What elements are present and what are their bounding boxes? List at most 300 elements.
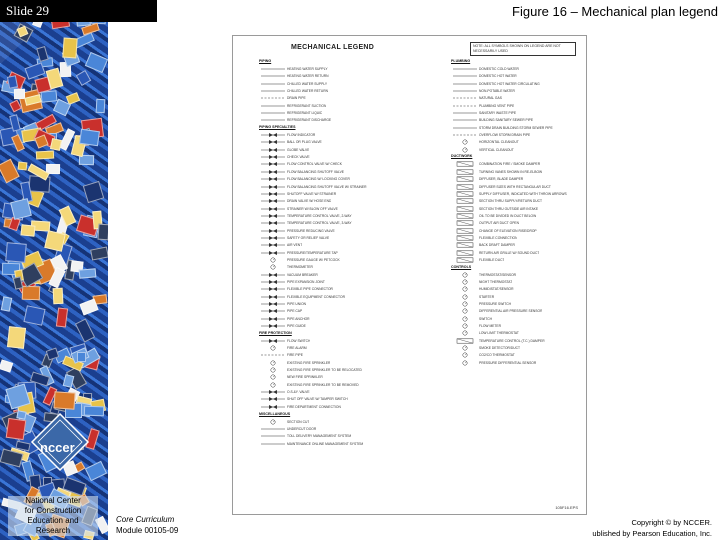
duct-symbol-icon <box>451 184 479 190</box>
valve-symbol-icon <box>259 213 287 219</box>
legend-row <box>451 330 581 337</box>
org-line: National Center <box>25 496 81 505</box>
duct-symbol-icon <box>451 228 479 234</box>
valve-symbol-icon <box>259 220 287 226</box>
mosaic-tile <box>53 288 64 305</box>
legend-label: NON-POTABLE WATER <box>479 89 515 94</box>
legend-row <box>451 73 581 80</box>
legend-label: AIR VENT <box>287 243 303 248</box>
legend-label: EXISTING FIRE SPRINKLER TO BE RELOCATED <box>287 368 362 373</box>
legend-row <box>451 212 581 219</box>
legend-row <box>259 337 409 344</box>
mosaic-tile <box>76 70 92 86</box>
valve-symbol-icon <box>259 396 287 402</box>
legend-row <box>259 440 409 447</box>
gauge-symbol-icon <box>451 294 479 300</box>
legend-label: DOMESTIC COLD WATER <box>479 67 519 72</box>
legend-label: PLUMBING VENT PIPE <box>479 103 515 108</box>
valve-symbol-icon <box>259 147 287 153</box>
legend-label: VACUUM BREAKER <box>287 272 318 277</box>
legend-label: HUMIDISTAT/SENSOR <box>479 287 514 292</box>
legend-row <box>451 117 581 124</box>
valve-symbol-icon <box>259 294 287 300</box>
legend-label: COMBINATION FIRE / SMOKE DAMPER <box>479 162 541 167</box>
legend-row <box>259 153 409 160</box>
legend-label: TEMPERATURE CONTROL (T.C.) DAMPER <box>479 338 545 343</box>
legend-label: GLOBE VALVE <box>287 147 310 152</box>
legend-label: STARTER <box>479 294 495 299</box>
duct-symbol-icon <box>451 169 479 175</box>
legend-row <box>259 242 409 249</box>
gauge-symbol-icon <box>451 360 479 366</box>
legend-label: REFRIGERANT DISCHARGE <box>287 118 332 123</box>
valve-symbol-icon <box>259 161 287 167</box>
legend-section-heading: PIPING <box>259 59 272 63</box>
gauge-symbol-icon <box>451 323 479 329</box>
legend-row <box>259 139 409 146</box>
legend-label: PIPE UNION <box>287 302 307 307</box>
duct-symbol-icon <box>451 206 479 212</box>
legend-label: HEATING WATER SUPPLY <box>287 67 328 72</box>
legend-row <box>259 198 409 205</box>
gauge-symbol-icon <box>451 352 479 358</box>
legend-row <box>259 117 409 124</box>
legend-label: SANITARY WASTE PIPE <box>479 111 517 116</box>
legend-section-heading: PLUMBING <box>451 59 471 63</box>
legend-row <box>259 344 409 351</box>
legend-label: FIRE ALARM <box>287 346 307 351</box>
legend-label: DIFFERENTIAL AIR PRESSURE SENSOR <box>479 309 543 314</box>
legend-row <box>259 220 409 227</box>
legend-row <box>259 374 409 381</box>
line-symbol-icon <box>259 66 287 72</box>
copyright <box>560 517 712 539</box>
logo-text: nccer <box>40 440 75 455</box>
legend-label: TEMPERATURE CONTROL VALVE, 2-WAY <box>287 213 352 218</box>
legend-label: DOMESTIC HOT WATER <box>479 74 517 79</box>
legend-label: SWITCH <box>479 316 493 321</box>
legend-row <box>259 234 409 241</box>
duct-symbol-icon <box>451 191 479 197</box>
mosaic-tile <box>7 326 26 349</box>
legend-row <box>451 344 581 351</box>
legend-row <box>259 381 409 388</box>
legend-row <box>259 212 409 219</box>
duct-symbol-icon <box>451 198 479 204</box>
legend-row <box>451 242 581 249</box>
legend-label: SECTION THRU OUTSIDE AIR INTAKE <box>479 206 539 211</box>
copyright-line: ublished by Pearson Education, Inc. <box>592 529 712 538</box>
legend-row <box>451 271 581 278</box>
line-symbol-icon <box>451 88 479 94</box>
legend-row <box>259 271 409 278</box>
gauge-symbol-icon <box>451 279 479 285</box>
legend-label: BACK DRAFT DAMPER <box>479 243 515 248</box>
legend-label: EXISTING FIRE SPRINKLER TO BE REMOVED <box>287 382 359 387</box>
legend-label: FLEXIBLE DUCT <box>479 257 505 262</box>
legend-row <box>451 190 581 197</box>
duct-symbol-icon <box>451 176 479 182</box>
gauge-symbol-icon <box>259 367 287 373</box>
dash-symbol-icon <box>259 95 287 101</box>
valve-symbol-icon <box>259 323 287 329</box>
legend-row <box>451 300 581 307</box>
legend-row <box>259 168 409 175</box>
legend-label: DIFFUSER, BLADE DAMPER <box>479 177 524 182</box>
legend-label: FIRE PIPE <box>287 353 303 358</box>
legend-label: FLOW INDICATOR <box>287 133 316 138</box>
mosaic-tile <box>53 391 75 409</box>
legend-label: FLEXIBLE PIPE CONNECTOR <box>287 287 333 292</box>
gauge-symbol-icon <box>259 382 287 388</box>
legend-row <box>451 337 581 344</box>
duct-symbol-icon <box>451 220 479 226</box>
legend-row <box>259 102 409 109</box>
valve-symbol-icon <box>259 154 287 160</box>
valve-symbol-icon <box>259 404 287 410</box>
mosaic-tile <box>56 307 68 327</box>
line-symbol-icon <box>451 81 479 87</box>
mosaic-tile <box>1 296 13 311</box>
course-name: Core Curriculum <box>116 515 175 524</box>
mosaic-tile <box>22 286 40 301</box>
legend-label: PRESSURE GAUGE W/ PETCOCK <box>287 257 340 262</box>
gauge-symbol-icon <box>259 345 287 351</box>
line-symbol-icon <box>259 433 287 439</box>
mosaic-tile <box>77 352 86 362</box>
valve-symbol-icon <box>259 279 287 285</box>
legend-row <box>259 73 409 80</box>
dash-symbol-icon <box>451 132 479 138</box>
legend-label: FLOW CONTROL VALVE W/ CHECK <box>287 162 342 167</box>
line-symbol-icon <box>259 73 287 79</box>
legend-label: OVERFLOW STORM DRAIN PIPE <box>479 133 531 138</box>
gauge-symbol-icon <box>451 316 479 322</box>
legend-row <box>451 293 581 300</box>
legend-label: PRESSURE/TEMPERATURE TAP <box>287 250 338 255</box>
valve-symbol-icon <box>259 235 287 241</box>
gauge-symbol-icon <box>451 345 479 351</box>
legend-label: THERMOSTAT/SENSOR <box>479 272 517 277</box>
gauge-symbol-icon <box>259 374 287 380</box>
legend-row <box>259 227 409 234</box>
legend-row <box>451 308 581 315</box>
duct-symbol-icon <box>451 161 479 167</box>
legend-label: PIPE GUIDE <box>287 324 306 329</box>
legend-row <box>259 322 409 329</box>
mosaic-tile <box>90 246 108 260</box>
legend-row <box>259 403 409 410</box>
legend-label: HORIZONTAL CLEANOUT <box>479 140 519 145</box>
valve-symbol-icon <box>259 206 287 212</box>
legend-row <box>259 366 409 373</box>
duct-symbol-icon <box>451 242 479 248</box>
valve-symbol-icon <box>259 338 287 344</box>
legend-row <box>259 352 409 359</box>
legend-label: FIRE DEPARTMENT CONNECTION <box>287 404 341 409</box>
legend-row <box>259 80 409 87</box>
valve-symbol-icon <box>259 132 287 138</box>
gauge-symbol-icon <box>451 308 479 314</box>
legend-row <box>451 322 581 329</box>
valve-symbol-icon <box>259 301 287 307</box>
legend-row <box>451 278 581 285</box>
dash-symbol-icon <box>451 103 479 109</box>
copyright-line: Copyright © by NCCER. <box>631 518 712 527</box>
mechanical-legend-figure <box>232 35 587 515</box>
legend-label: SAFETY OR RELIEF VALVE <box>287 235 330 240</box>
slide-number: Slide 29 <box>0 0 157 22</box>
legend-column-right <box>451 58 581 366</box>
legend-label: MAINTENANCE ONLINE MANAGEMENT SYSTEM <box>287 441 364 446</box>
legend-row <box>451 176 581 183</box>
line-symbol-icon <box>259 426 287 432</box>
legend-row <box>451 131 581 138</box>
legend-row <box>451 95 581 102</box>
legend-label: SECTION THRU SUPPLY/RETURN DUCT <box>479 199 543 204</box>
legend-row <box>451 168 581 175</box>
legend-label: SECTION CUT <box>287 419 310 424</box>
legend-row <box>451 87 581 94</box>
legend-heading: MECHANICAL LEGEND <box>291 44 375 51</box>
legend-label: PIPE EXPANSION JOINT <box>287 279 325 284</box>
legend-label: O.S.&Y. VALVE <box>287 390 310 395</box>
legend-row <box>259 65 409 72</box>
legend-row <box>451 161 581 168</box>
legend-label: CHILLED WATER RETURN <box>287 89 329 94</box>
legend-row <box>259 425 409 432</box>
legend-label: FLOW METER <box>479 324 501 329</box>
legend-row <box>451 315 581 322</box>
legend-row <box>451 359 581 366</box>
gauge-symbol-icon <box>259 360 287 366</box>
duct-symbol-icon <box>451 257 479 263</box>
dash-symbol-icon <box>259 352 287 358</box>
legend-row <box>259 256 409 263</box>
mosaic-tile <box>97 224 108 241</box>
legend-row <box>259 95 409 102</box>
legend-row <box>451 220 581 227</box>
legend-label: DOMESTIC HOT WATER CIRCULATING <box>479 81 540 86</box>
legend-label: SHUT OFF VALVE W/ TAMPER SWITCH <box>287 397 348 402</box>
legend-label: RETURN AIR GRILLE W/ SOUND DUCT <box>479 250 540 255</box>
line-symbol-icon <box>451 66 479 72</box>
legend-label: LOW LIMIT THERMOSTAT <box>479 331 519 336</box>
legend-label: REFRIGERANT SUCTION <box>287 103 327 108</box>
line-symbol-icon <box>451 117 479 123</box>
legend-row <box>259 146 409 153</box>
legend-row <box>451 109 581 116</box>
legend-row <box>259 264 409 271</box>
legend-label: TOLL DELIVERY MANAGEMENT SYSTEM <box>287 434 352 439</box>
legend-row <box>451 352 581 359</box>
mosaic-tile <box>85 52 108 73</box>
mosaic-tile <box>0 159 20 184</box>
valve-symbol-icon <box>259 176 287 182</box>
valve-symbol-icon <box>259 228 287 234</box>
legend-label: UNDERCUT DOOR <box>287 426 317 431</box>
valve-symbol-icon <box>259 250 287 256</box>
mosaic-tile <box>23 305 45 326</box>
legend-label: CHECK VALVE <box>287 155 310 160</box>
gauge-symbol-icon <box>259 257 287 263</box>
legend-label: BALL OR PLUG VALVE <box>287 140 322 145</box>
line-symbol-icon <box>451 73 479 79</box>
legend-row <box>451 80 581 87</box>
legend-row <box>259 176 409 183</box>
duct-symbol-icon <box>451 338 479 344</box>
legend-section-heading: FIRE PROTECTION <box>259 330 292 335</box>
valve-symbol-icon <box>259 242 287 248</box>
org-line: for Construction <box>24 506 82 515</box>
mosaic-tile <box>5 242 27 263</box>
legend-label: BUILDING SANITARY SEWER PIPE <box>479 118 534 123</box>
legend-row <box>451 198 581 205</box>
legend-row <box>259 388 409 395</box>
legend-row <box>259 315 409 322</box>
legend-label: PRESSURE SWITCH <box>479 302 512 307</box>
legend-label: CO2/CO THERMOSTAT <box>479 353 515 358</box>
legend-section-heading: MISCELLANEOUS <box>259 411 291 416</box>
legend-label: FLOW SWITCH <box>287 338 311 343</box>
valve-symbol-icon <box>259 139 287 145</box>
legend-label: FLOW BALANCING W/ LOCKING COVER <box>287 177 350 182</box>
legend-label: PRESSURE DIFFERENTIAL SENSOR <box>479 360 537 365</box>
legend-section-heading: CONTROLS <box>451 264 472 269</box>
line-symbol-icon <box>451 125 479 131</box>
mosaic-tile <box>83 181 105 203</box>
legend-row <box>451 234 581 241</box>
valve-symbol-icon <box>259 184 287 190</box>
mosaic-tile <box>79 129 100 146</box>
legend-row <box>259 396 409 403</box>
legend-label: SHUTOFF VALVE W/ STRAINER <box>287 191 337 196</box>
mosaic-tile <box>79 268 97 278</box>
gauge-symbol-icon <box>451 286 479 292</box>
org-line: Research <box>35 526 71 535</box>
legend-note: NOTE: ALL SYMBOLS SHOWN ON LEGEND ARE NOT NECESSARILY USED <box>470 42 576 56</box>
legend-label: CHILLED WATER SUPPLY <box>287 81 328 86</box>
legend-label: OIL TO BE DIVIDED IN DUCT BELOW <box>479 213 537 218</box>
legend-label: DRAIN PIPE <box>287 96 306 101</box>
line-symbol-icon <box>259 88 287 94</box>
gauge-symbol-icon <box>451 272 479 278</box>
legend-row <box>451 146 581 153</box>
valve-symbol-icon <box>259 316 287 322</box>
gauge-symbol-icon <box>259 419 287 425</box>
legend-label: TEMPERATURE CONTROL VALVE, 3-WAY <box>287 221 352 226</box>
duct-symbol-icon <box>451 213 479 219</box>
valve-symbol-icon <box>259 169 287 175</box>
legend-row <box>259 418 409 425</box>
line-symbol-icon <box>451 110 479 116</box>
legend-label: PIPE ANCHOR <box>287 316 310 321</box>
legend-row <box>259 249 409 256</box>
mosaic-tile <box>6 418 27 440</box>
legend-label: CHANGE OF ELEVATION RISE/DROP <box>479 228 537 233</box>
legend-row <box>451 65 581 72</box>
legend-label: FLOW BALANCING SHUTOFF VALVE <box>287 169 344 174</box>
legend-row <box>259 286 409 293</box>
legend-row <box>259 109 409 116</box>
line-symbol-icon <box>259 441 287 447</box>
gauge-symbol-icon <box>259 264 287 270</box>
legend-row <box>451 205 581 212</box>
legend-label: REFRIGERANT LIQUID <box>287 111 323 116</box>
organization-name <box>8 496 98 536</box>
legend-column-left <box>259 58 409 447</box>
figure-id: 105F16.EPS <box>555 505 578 510</box>
legend-label: NATURAL GAS <box>479 96 502 101</box>
legend-row <box>259 300 409 307</box>
legend-row <box>259 190 409 197</box>
line-symbol-icon <box>259 81 287 87</box>
gauge-symbol-icon <box>451 139 479 145</box>
legend-row <box>259 205 409 212</box>
legend-label: PRESSURE REDUCING VALVE <box>287 228 335 233</box>
legend-label: SUPPLY DIFFUSER, INDICATED WITH THROW ARROWS <box>479 191 567 196</box>
mosaic-tile <box>62 38 77 59</box>
legend-row <box>451 139 581 146</box>
legend-row <box>451 286 581 293</box>
legend-label: FLOW BALANCING SHUTOFF VALVE W/ STRAINER <box>287 184 367 189</box>
gauge-symbol-icon <box>451 301 479 307</box>
mosaic-tile <box>0 359 13 372</box>
legend-row <box>259 359 409 366</box>
legend-label: SMOKE DETECTOR/DUCT <box>479 346 520 351</box>
legend-row <box>259 308 409 315</box>
valve-symbol-icon <box>259 198 287 204</box>
line-symbol-icon <box>259 117 287 123</box>
legend-row <box>451 183 581 190</box>
legend-label: TURNING VANES SHOWN IN RE-ELBOW <box>479 169 543 174</box>
legend-row <box>259 161 409 168</box>
legend-label: STRAINER W/ BLOW OFF VALVE <box>287 206 338 211</box>
legend-row <box>259 293 409 300</box>
legend-row <box>451 256 581 263</box>
legend-label: FLEXIBLE CONNECTION <box>479 235 518 240</box>
legend-row <box>451 249 581 256</box>
valve-symbol-icon <box>259 272 287 278</box>
mosaic-tile <box>50 138 62 151</box>
legend-row <box>259 183 409 190</box>
legend-label: DIFFUSER SIZES WITH RECTANGULAR DUCT <box>479 184 551 189</box>
legend-label: THERMOMETER <box>287 265 313 270</box>
legend-row <box>451 102 581 109</box>
mosaic-tile <box>40 90 57 103</box>
valve-symbol-icon <box>259 389 287 395</box>
course-info <box>116 514 178 536</box>
gauge-symbol-icon <box>451 147 479 153</box>
slide-title: Figure 16 – Mechanical plan legend <box>512 4 718 19</box>
valve-symbol-icon <box>259 308 287 314</box>
legend-label: NEW FIRE SPRINKLER <box>287 375 323 380</box>
module-number: Module 00105-09 <box>116 526 179 535</box>
legend-row <box>451 124 581 131</box>
duct-symbol-icon <box>451 235 479 241</box>
legend-label: DRAIN VALVE W/ HOSE END <box>287 199 332 204</box>
legend-label: EXISTING FIRE SPRINKLER <box>287 360 331 365</box>
legend-label: FLEXIBLE EQUIPMENT CONNECTOR <box>287 294 345 299</box>
legend-label: PIPE CAP <box>287 309 303 314</box>
valve-symbol-icon <box>259 191 287 197</box>
legend-label: OUTPUT AIR DUCT OPEN <box>479 221 519 226</box>
mosaic-tile <box>96 99 106 113</box>
legend-label: VERTICAL CLEANOUT <box>479 147 514 152</box>
legend-row <box>259 131 409 138</box>
legend-label: HEATING WATER RETURN <box>287 74 329 79</box>
legend-row <box>259 87 409 94</box>
